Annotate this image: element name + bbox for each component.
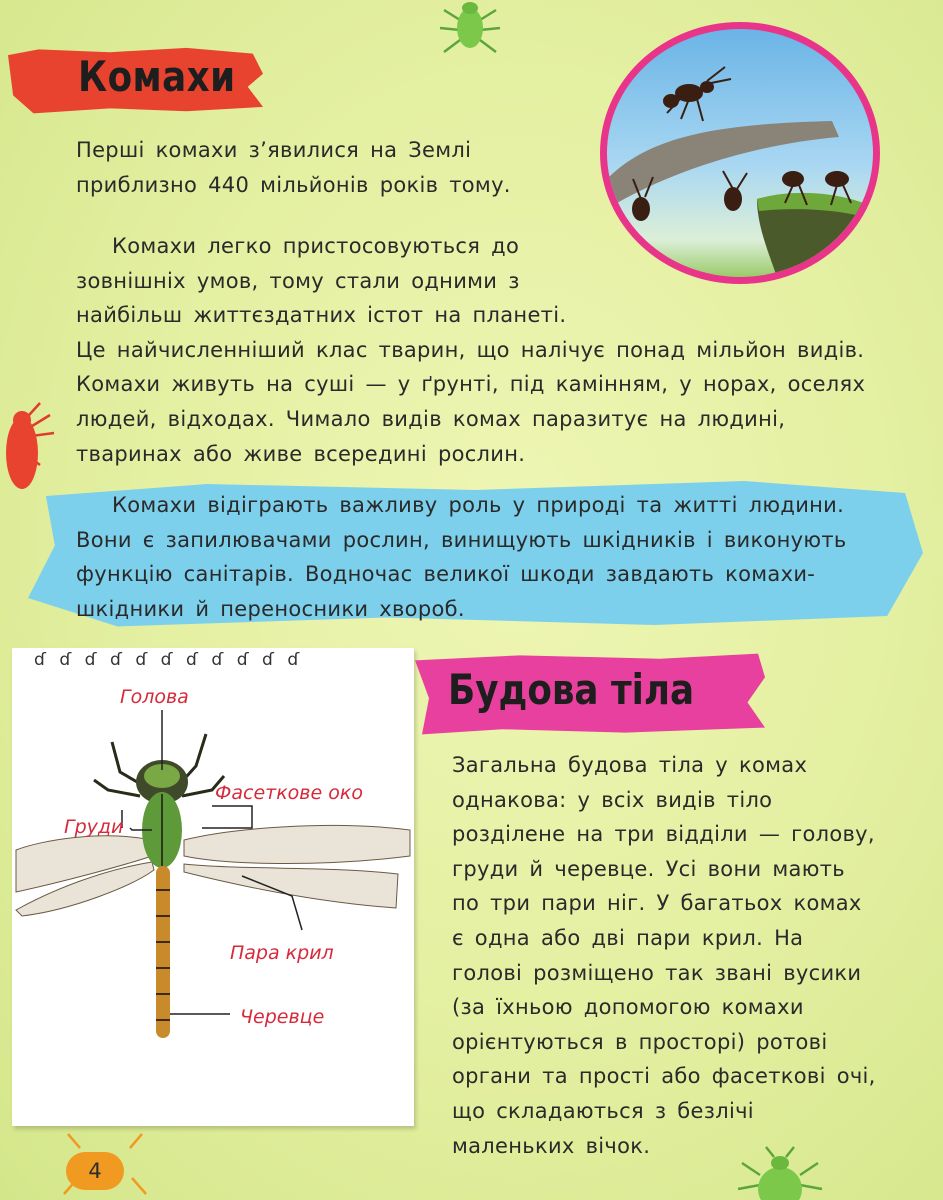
section-title-body-structure: Будова тіла xyxy=(448,665,695,714)
label-compound-eye: Фасеткове око xyxy=(215,782,363,804)
label-head: Голова xyxy=(120,686,189,708)
label-wings: Пара крил xyxy=(230,942,334,964)
role-paragraph: Комахи відіграють важливу роль у природі та житті людини. Вони є запилювачами рослин, винищують шкідників і виконують функцію санітарів. Водночас великої шкоди завдають комахи-шкідники й переносники хвороб. xyxy=(76,493,847,621)
red-bug-icon xyxy=(0,395,60,495)
adaptation-paragraph: Комахи легко пристосовуються до зовнішніх умов, тому стали одними з найбільш життєздатних істот на планеті. Це найчисленніший клас тварин, що налічує понад мільйон видів. Комахи живуть на суші — у ґрунті, під камінням, у норах, оселях людей, відходах. Чимало видів комах паразитує на людині, тваринах або живе всередині рослин. xyxy=(76,234,866,466)
green-bug-icon xyxy=(430,0,510,70)
intro-paragraph: Перші комахи з’явилися на Землі приблизно 440 мільйонів років тому. xyxy=(76,138,511,197)
label-thorax: Груди xyxy=(64,816,124,838)
page-number: 4 xyxy=(66,1152,124,1190)
notebook-rings: ɗɗɗɗɗɗɗɗɗɗɗ xyxy=(34,650,313,670)
body-structure-paragraph: Загальна будова тіла у комах однакова: у всіх видів тіло розділене на три відділи — голову, груди й черевце. Усі вони мають по три пари ніг. У багатьох комах є одна або дві пари крил. На голові розміщено так звані вусики (за їхньою допомогою комахи орієнтуються в просторі) ротові органи та прості або фасеткові очі, що складаються з безлічі маленьких вічок. xyxy=(452,753,876,1158)
dragonfly-illustration xyxy=(12,670,414,1120)
adaptation-paragraph-block xyxy=(76,229,886,471)
label-abdomen: Черевце xyxy=(240,1006,325,1028)
section-title-insects: Комахи xyxy=(78,52,236,101)
